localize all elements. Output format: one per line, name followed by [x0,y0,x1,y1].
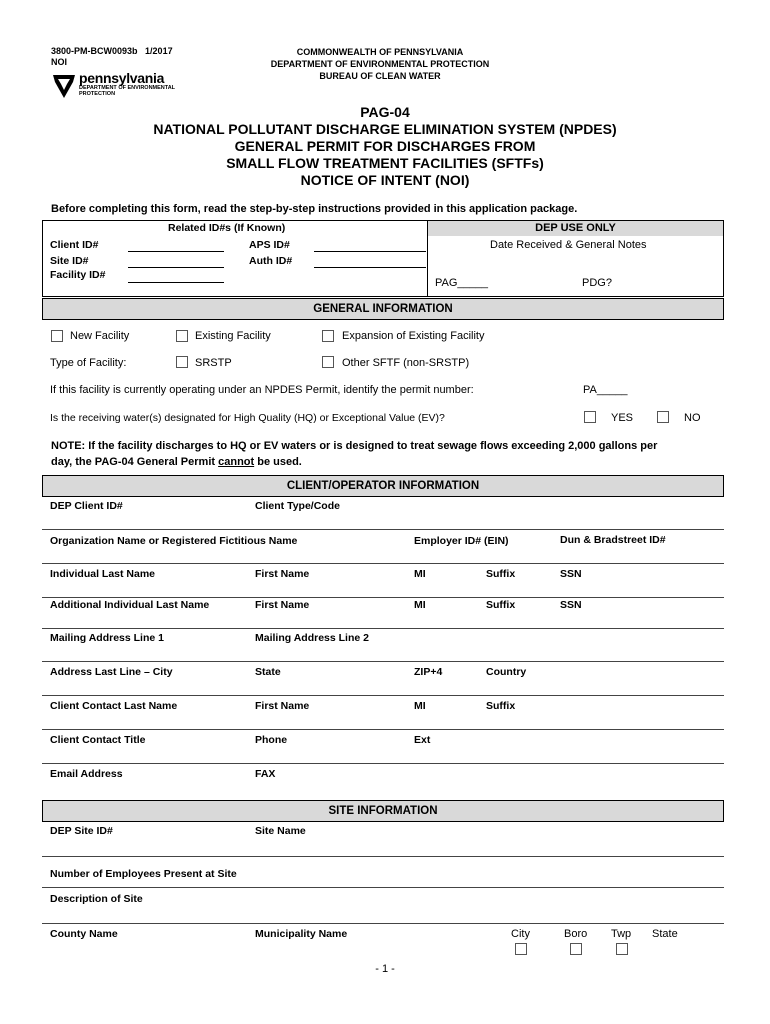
permit-number-field[interactable]: PA_____ [583,384,628,396]
general-information-heading: GENERAL INFORMATION [42,298,724,320]
note-line-1: NOTE: If the facility discharges to HQ or EV waters or is designed to treat sewage flows exceeding 2,000 gallons per [51,440,658,452]
site-information-heading: SITE INFORMATION [42,800,724,822]
city-label: City [511,928,530,940]
agency-line: COMMONWEALTH OF PENNSYLVANIA [296,47,464,57]
note-line-2 [51,454,731,470]
contact-title-label: Client Contact Title [50,734,146,746]
hq-ev-question: Is the receiving water(s) designated for High Quality (HQ) or Exceptional Value (EV)? [50,412,445,424]
form-number: 3800-PM-BCW0093b [51,46,138,56]
ssn-label: SSN [560,568,582,580]
suffix-label: Suffix [486,568,516,580]
yes-label: YES [611,412,634,424]
ein-label: Employer ID# (EIN) [414,535,509,547]
form-title [40,104,730,189]
title-line: NOTICE OF INTENT (NOI) [300,172,470,188]
row-divider [42,763,724,764]
organization-name-label: Organization Name or Registered Fictitious Name [50,535,298,547]
yes-checkbox[interactable] [584,411,596,423]
address-city-label: Address Last Line – City [50,666,173,678]
site-description-label: Description of Site [50,893,143,905]
no-checkbox[interactable] [657,411,669,423]
email-label: Email Address [50,768,123,780]
title-line: SMALL FLOW TREATMENT FACILITIES (SFTFs) [226,155,544,171]
note-emphasis: cannot [218,456,255,468]
other-sftf-label: Other SFTF (non-SRSTP) [342,357,470,369]
row-divider [42,695,724,696]
logo-wordmark: pennsylvania [79,70,165,86]
zip-label: ZIP+4 [414,666,443,678]
new-facility-checkbox[interactable] [51,330,63,342]
dep-site-id-label: DEP Site ID# [50,825,113,837]
auth-id-field[interactable] [314,267,426,268]
note-line-2-end: be used. [254,456,302,468]
client-operator-heading: CLIENT/OPERATOR INFORMATION [42,475,724,497]
other-sftf-checkbox[interactable] [322,356,334,368]
boro-label: Boro [564,928,588,940]
row-divider [42,628,724,629]
county-name-label: County Name [50,928,118,940]
twp-label: Twp [611,928,632,940]
ext-label: Ext [414,734,431,746]
note-text [51,438,731,470]
pag-field: PAG_____ [435,277,489,289]
agency-heading [230,46,530,82]
contact-last-name-label: Client Contact Last Name [50,700,178,712]
npdes-permit-question: If this facility is currently operating under an NPDES Permit, identify the permit number: [50,384,474,396]
contact-mi-label: MI [414,700,426,712]
date-received-label: Date Received & General Notes [490,239,647,251]
contact-suffix-label: Suffix [486,700,516,712]
fax-label: FAX [255,768,276,780]
mailing-address-1-label: Mailing Address Line 1 [50,632,164,644]
logo-subtitle-line-2: PROTECTION [79,91,116,97]
state-label: State [255,666,281,678]
pdg-field: PDG? [582,277,612,289]
first-name-label: First Name [255,568,310,580]
phone-label: Phone [255,734,288,746]
employees-label: Number of Employees Present at Site [50,868,237,880]
row-divider [42,597,724,598]
dep-client-id-label: DEP Client ID# [50,500,123,512]
mi-label: MI [414,599,426,611]
site-id-field[interactable] [128,267,224,268]
agency-line: DEPARTMENT OF ENVIRONMENTAL PROTECTION [270,59,490,69]
form-date: 1/2017 [145,46,173,56]
site-name-label: Site Name [255,825,306,837]
new-facility-label: New Facility [70,330,130,342]
client-id-label: Client ID# [50,239,99,251]
municipality-name-label: Municipality Name [255,928,348,940]
contact-first-name-label: First Name [255,700,310,712]
facility-id-field[interactable] [128,282,224,283]
srstp-checkbox[interactable] [176,356,188,368]
twp-checkbox[interactable] [616,943,628,955]
first-name-label: First Name [255,599,310,611]
pa-dep-logo [51,70,191,102]
dun-bradstreet-label: Dun & Bradstreet ID# [560,534,666,546]
site-id-label: Site ID# [50,255,89,267]
type-of-facility-label: Type of Facility: [50,357,127,369]
row-divider [42,856,724,857]
keystone-logo-icon [51,72,77,98]
city-checkbox[interactable] [515,943,527,955]
aps-id-label: APS ID# [249,239,290,251]
additional-last-name-label: Additional Individual Last Name [50,599,210,611]
row-divider [42,887,724,888]
auth-id-label: Auth ID# [249,255,293,267]
individual-last-name-label: Individual Last Name [50,568,156,580]
row-divider [42,661,724,662]
agency-line: BUREAU OF CLEAN WATER [319,71,441,81]
country-label: Country [486,666,527,678]
row-divider [42,529,724,530]
mi-label: MI [414,568,426,580]
expansion-label: Expansion of Existing Facility [342,330,485,342]
title-line: GENERAL PERMIT FOR DISCHARGES FROM [234,138,536,154]
suffix-label: Suffix [486,599,516,611]
page-number: - 1 - [375,963,395,975]
existing-facility-label: Existing Facility [195,330,271,342]
row-divider [42,563,724,564]
note-line-2-start: day, the PAG-04 General Permit [51,456,219,468]
srstp-label: SRSTP [195,357,232,369]
aps-id-field[interactable] [314,251,426,252]
no-label: NO [684,412,701,424]
mailing-address-2-label: Mailing Address Line 2 [255,632,369,644]
logo-subtitle [79,85,175,97]
facility-id-label: Facility ID# [50,269,106,281]
client-id-field[interactable] [128,251,224,252]
form-type: NOI [51,57,68,67]
logo-subtitle-line-1: DEPARTMENT OF ENVIRONMENTAL [79,85,176,91]
row-divider [42,923,724,924]
title-line: NATIONAL POLLUTANT DISCHARGE ELIMINATION SYSTEM (NPDES) [153,121,617,137]
state-label: State [652,928,678,940]
dep-use-only-heading: DEP USE ONLY [428,221,723,236]
client-type-code-label: Client Type/Code [255,500,340,512]
form-number-block [51,46,173,68]
ssn-label: SSN [560,599,582,611]
existing-facility-checkbox[interactable] [176,330,188,342]
boro-checkbox[interactable] [570,943,582,955]
row-divider [42,729,724,730]
related-ids-heading: Related ID#s (If Known) [168,222,286,234]
title-line: PAG-04 [360,104,410,120]
instructions-text: Before completing this form, read the step-by-step instructions provided in this application package. [51,203,578,215]
expansion-checkbox[interactable] [322,330,334,342]
